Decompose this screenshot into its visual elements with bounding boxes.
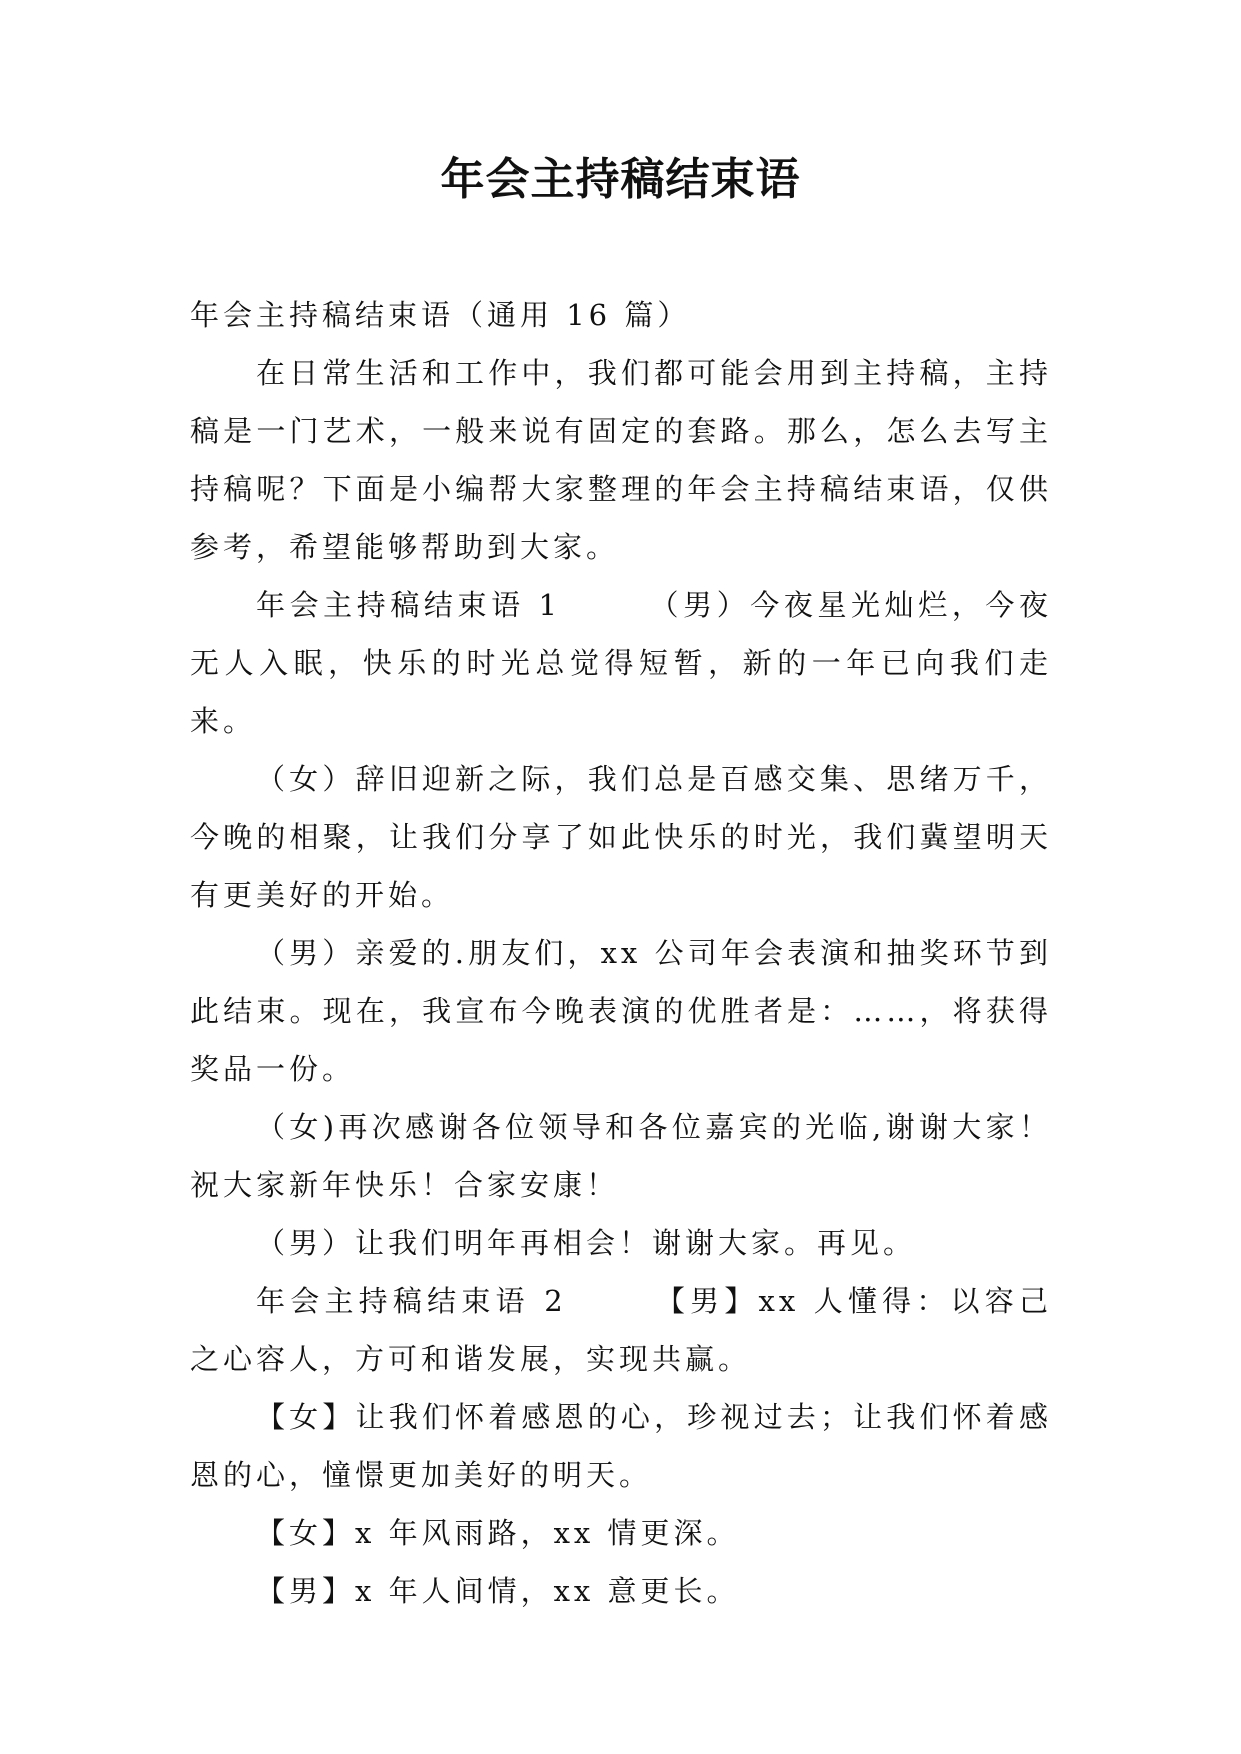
document-body [190, 286, 1052, 1620]
paragraph: 【女】让我们怀着感恩的心，珍视过去；让我们怀着感恩的心，憧憬更加美好的明天。 [190, 1400, 1052, 1492]
paragraph: 【男】x 年人间情，xx 意更长。 [256, 1574, 740, 1608]
paragraph: （女)再次感谢各位领导和各位嘉宾的光临,谢谢大家！祝大家新年快乐！合家安康！ [190, 1110, 1052, 1202]
paragraph: （男）亲爱的.朋友们，xx 公司年会表演和抽奖环节到此结束。现在，我宣布今晚表演的优胜者是：……，将获得奖品一份。 [190, 936, 1052, 1086]
section-heading-1: 年会主持稿结束语 1 [256, 588, 561, 622]
document-subtitle: 年会主持稿结束语（通用 16 篇） [190, 298, 691, 332]
section-2-text: 【男】xx 人懂得：以容己之心容人，方可和谐发展，实现共赢。 [190, 1284, 1052, 1376]
paragraph-intro: 在日常生活和工作中，我们都可能会用到主持稿，主持稿是一门艺术，一般来说有固定的套路。那么，怎么去写主持稿呢？下面是小编帮大家整理的年会主持稿结束语，仅供参考，希望能够帮助到大家。 [190, 356, 1052, 564]
paragraph-section-1 [190, 576, 1052, 750]
section-heading-2: 年会主持稿结束语 2 [256, 1284, 567, 1318]
section-1-text: （男）今夜星光灿烂，今夜无人入眠，快乐的时光总觉得短暂，新的一年已向我们走来。 [190, 588, 1052, 738]
paragraph: （女）辞旧迎新之际，我们总是百感交集、思绪万千，今晚的相聚，让我们分享了如此快乐的时光，我们冀望明天有更美好的开始。 [190, 762, 1052, 912]
paragraph-section-2 [190, 1272, 1052, 1388]
paragraph: 【女】x 年风雨路，xx 情更深。 [256, 1516, 740, 1550]
paragraph: （男）让我们明年再相会！谢谢大家。再见。 [256, 1226, 917, 1260]
document-title: 年会主持稿结束语 [440, 154, 801, 205]
